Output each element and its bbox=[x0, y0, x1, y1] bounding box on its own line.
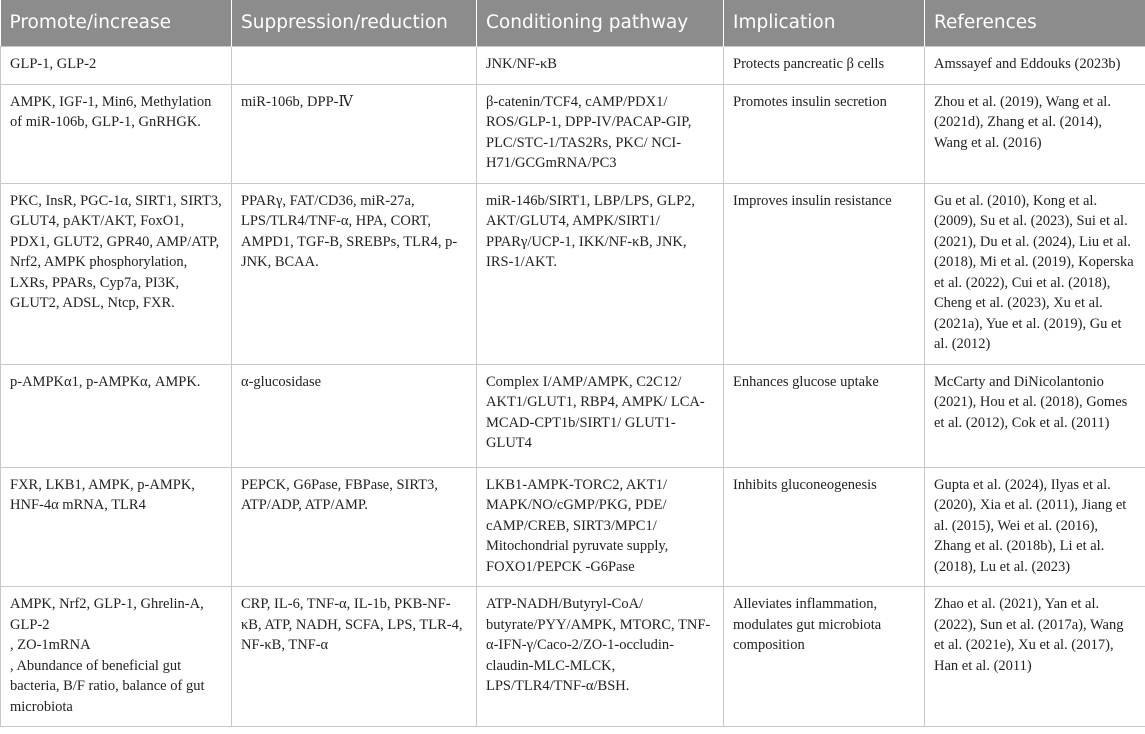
header-references: References bbox=[925, 0, 1145, 47]
table-row bbox=[1, 183, 1145, 364]
cell-implication: Protects pancreatic β cells bbox=[724, 47, 925, 85]
cell-pathway: Complex I/AMP/AMPK, C2C12/ AKT1/GLUT1, RBP4, AMPK/ LCA-MCAD-CPT1b/SIRT1/ GLUT1-GLUT4 bbox=[477, 364, 724, 467]
table-row bbox=[1, 47, 1145, 85]
cell-implication: Enhances glucose uptake bbox=[724, 364, 925, 467]
cell-suppression: CRP, IL-6, TNF-α, IL-1b, PKB-NF-κB, ATP, NADH, SCFA, LPS, TLR-4, NF-κB, TNF-α bbox=[232, 587, 477, 727]
cell-promote: FXR, LKB1, AMPK, p-AMPK, HNF-4α mRNA, TLR4 bbox=[1, 467, 232, 587]
cell-suppression: miR-106b, DPP-Ⅳ bbox=[232, 84, 477, 183]
cell-references: Amssayef and Eddouks (2023b) bbox=[925, 47, 1145, 85]
cell-references: Zhou et al. (2019), Wang et al. (2021d), Zhang et al. (2014), Wang et al. (2016) bbox=[925, 84, 1145, 183]
cell-pathway: miR-146b/SIRT1, LBP/LPS, GLP2, AKT/GLUT4, AMPK/SIRT1/ PPARγ/UCP-1, IKK/NF-κB, JNK, IRS-1/AKT. bbox=[477, 183, 724, 364]
header-row bbox=[1, 0, 1145, 47]
cell-references: Zhao et al. (2021), Yan et al. (2022), Sun et al. (2017a), Wang et al. (2021e), Xu et al. (2017), Han et al. (2011) bbox=[925, 587, 1145, 727]
cell-pathway: ATP-NADH/Butyryl-CoA/ butyrate/PYY/AMPK, MTORC, TNF-α-IFN-γ/Caco-2/ZO-1-occludin-claudin-MLC-MLCK, LPS/TLR4/TNF-α/BSH. bbox=[477, 587, 724, 727]
table-body bbox=[1, 47, 1145, 727]
cell-implication: Improves insulin resistance bbox=[724, 183, 925, 364]
header-pathway: Conditioning pathway bbox=[477, 0, 724, 47]
cell-promote-line: AMPK, Nrf2, GLP-1, Ghrelin-A, GLP-2 bbox=[10, 596, 204, 633]
cell-references: Gu et al. (2010), Kong et al. (2009), Su et al. (2023), Sui et al. (2021), Du et al. (2024), Liu et al. (2018), Mi et al. (2019), Koperska et al. (2022), Cui et al. (2018), Cheng et al. (2023), Xu et al. (2021a), Yue et al. (2019), Gu et al. (2012) bbox=[925, 183, 1145, 364]
cell-implication: Alleviates inflammation, modulates gut microbiota composition bbox=[724, 587, 925, 727]
cell-suppression bbox=[232, 47, 477, 85]
cell-promote: PKC, InsR, PGC-1α, SIRT1, SIRT3, GLUT4, pAKT/AKT, FoxO1, PDX1, GLUT2, GPR40, AMP/ATP, Nrf2, AMPK phosphorylation, LXRs, PPARs, Cyp7a, PI3K, GLUT2, ADSL, Ntcp, FXR. bbox=[1, 183, 232, 364]
cell-implication: Promotes insulin secretion bbox=[724, 84, 925, 183]
cell-promote: GLP-1, GLP-2 bbox=[1, 47, 232, 85]
cell-suppression: PPARγ, FAT/CD36, miR-27a, LPS/TLR4/TNF-α, HPA, CORT, AMPD1, TGF-B, SREBPs, TLR4, p-JNK, BCAA. bbox=[232, 183, 477, 364]
cell-promote-line: , Abundance of beneficial gut bacteria, B/F ratio, balance of gut microbiota bbox=[10, 657, 205, 715]
cell-suppression: α-glucosidase bbox=[232, 364, 477, 467]
cell-promote: p-AMPKα1, p-AMPKα, AMPK. bbox=[1, 364, 232, 467]
cell-pathway: LKB1-AMPK-TORC2, AKT1/ MAPK/NO/cGMP/PKG, PDE/ cAMP/CREB, SIRT3/MPC1/ Mitochondrial pyruvate supply, FOXO1/PEPCK -G6Pase bbox=[477, 467, 724, 587]
cell-pathway: JNK/NF-κB bbox=[477, 47, 724, 85]
cell-references: McCarty and DiNicolantonio (2021), Hou et al. (2018), Gomes et al. (2012), Cok et al. (2011) bbox=[925, 364, 1145, 467]
cell-promote-line: , ZO-1mRNA bbox=[10, 637, 91, 653]
cell-suppression: PEPCK, G6Pase, FBPase, SIRT3, ATP/ADP, ATP/AMP. bbox=[232, 467, 477, 587]
table-row bbox=[1, 84, 1145, 183]
table-header bbox=[1, 0, 1145, 47]
cell-implication: Inhibits gluconeogenesis bbox=[724, 467, 925, 587]
header-suppression: Suppression/reduction bbox=[232, 0, 477, 47]
cell-promote bbox=[1, 587, 232, 727]
header-implication: Implication bbox=[724, 0, 925, 47]
table-row bbox=[1, 364, 1145, 467]
cell-references: Gupta et al. (2024), Ilyas et al. (2020), Xia et al. (2011), Jiang et al. (2015), Wei et al. (2016), Zhang et al. (2018b), Li et al. (2018), Lu et al. (2023) bbox=[925, 467, 1145, 587]
table-row bbox=[1, 467, 1145, 587]
cell-promote: AMPK, IGF-1, Min6, Methylation of miR-106b, GLP-1, GnRHGK. bbox=[1, 84, 232, 183]
cell-pathway: β-catenin/TCF4, cAMP/PDX1/ ROS/GLP-1, DPP-IV/PACAP-GIP, PLC/STC-1/TAS2Rs, PKC/ NCI-H71/GCGmRNA/PC3 bbox=[477, 84, 724, 183]
header-promote: Promote/increase bbox=[1, 0, 232, 47]
table-row bbox=[1, 587, 1145, 727]
